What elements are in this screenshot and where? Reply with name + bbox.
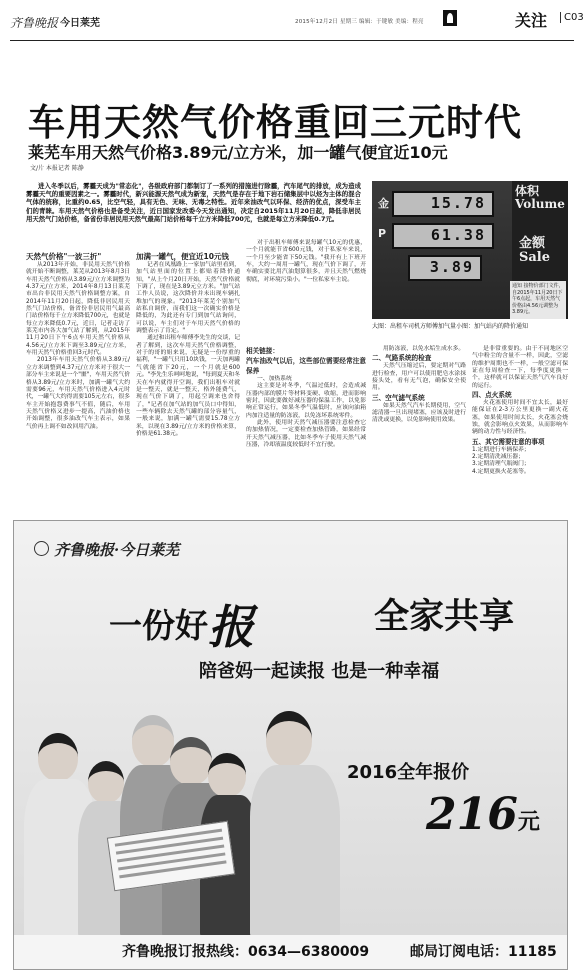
paragraph: 天然气压缩过后，要定期对气路进行检查，用户可以使用肥皂水涂抹接头处，看有无气泡，确保安全使用。 [372,363,466,392]
paragraph: 用防冻液，以免水垢生成水多。 [383,346,465,352]
paragraph: 如果天然气汽车长期使用，空气滤清器一旦出现堵塞，应该及时进行清洗或更换，以免影响使用效果。 [372,402,466,424]
paragraph: 是非常重要的。由于不同地区空气中粉尘的含量不一样，因此，空滤的维护周期也不一样，一般空滤可保证在每周检查一下，每季度更换一个，这样就可以保证天然气汽车良好的运行。 [472,346,568,389]
sign-volume: 体积 Volume [515,184,565,211]
paragraph: 二、气路系统的检查 [372,354,432,363]
photo-caption: 大图：出租车司机方师傅加气量小图：加气站内的降价通知 [372,323,529,330]
page-number: C03 [560,12,584,23]
paragraph: 一、加热系统 [257,376,292,382]
paragraph: 对于出租车师傅来说每罐气10元的优惠，一个月就能节省600元钱，对于私家车来说，一个月至少能省下50元钱。"我开有上下班开车，大约一周用一罐气，现在气价下调了，开车确实要比用汽油划算很多，并且天然气燃烧彻底，对环境污染小。"一位私家车主说。 [246,240,366,283]
list-item: 2.定期清洗减压器； [472,454,524,461]
article-column-2 [136,252,240,438]
pump-display-sale: P 61.38 [392,223,494,249]
gas-pump-photo [372,181,568,319]
related-link-column [246,346,366,449]
column-heading: 天然气价格"一波三折" [26,252,102,261]
subheadline: 莱芜车用天然气价格3.89元/立方米，加一罐气便宜近10元 [28,143,448,162]
paragraph: 通过和出租车师傅李先生的交谈，记者了解到，这次车用天然气价格调整，对于的哥的姐来说，无疑是一份厚重的福利，"一罐气只用10块钱，一天加两罐气就能省下20元，一个月就是600元。"李先生乐呵呵地说，"每到夏天和冬天在车内就得开空调，我们出租车对就是一整天，就是一整天，格外能费气，现在气价下调了，用起空调来也舍得了，"记者在加气站的加气员口中得知，一些车辆除去天然气罐的部分容量气，一般来说，加满一罐气需要15.78立方米，以现在3.89元/立方米的价格来算，价格是61.38元。 [136,335,240,437]
related-link-label: 相关链接： [246,347,279,355]
paragraph: 四、点火系统 [472,391,512,400]
price-title: 2016全年报价 [347,762,470,783]
related-link-title: 汽车油改气以后，这些部位需要经常注意保养 [246,357,366,375]
edition-name: 今日莱芜 [60,18,100,29]
paragraph: 此外，使用时天然气减压器要注意检查它的加热情况，一定要检查加热管路，如果经常开天然气减压器，比如冬季车子使用天然气减压器，冷却液温度较低时不宜行驶。 [246,420,366,449]
pump-display-volume: 金 15.78 [392,191,494,217]
masthead-rule [10,40,574,41]
paragraph: 2013年车用天然气价格从3.89元/立方米调整到4.37元/立方米对于很大一部分车主来说是一个"噩"，车用天然气价格从3.89元/立方米时，加满一罐气大约需要96元，车用天然气价格进入4元时代，一罐气大约得需要105元左右，很多车主开始抱怨费事气不值，随后，车用天然气价格又进步一提高，汽油价格也开始调整，很多油改气车主表示，如果气价再上调不如改回用汽油。 [26,357,130,430]
headline: 车用天然气价格重回三元时代 [28,101,522,144]
post-office-phone: 邮局订阅电话：11185 [410,944,557,960]
list-item: 1.定期进行车辆保养； [472,446,530,453]
lead-paragraph: 进入冬季以后，雾霾天成为"常态化"，各级政府部门都制订了一系列的措施进行除霾，汽车尾气的排放，成为造成雾霾天气的重要因素之一。雾霾时代，新兴能源天然气成为新宠，天然气是存在于地下岩石储集层中以烃为主体的混合气体的统称，比重约0.65，比空气轻，具有无色、无味、无毒之特性。近年来油改气以环保、经济的优点，深受车主们的青睐。车用天然气价格也是备受关注，近日国家发改委今天发出通知，决定自2015年11月20日起，降低非居民用天然气门站价格，备省份非居民用天然气最高门站价格每千立方米降低700元，也就是每立方米降低0.7元。 [26,182,361,223]
ad-contact-bar [14,935,567,969]
edition-info: 2015年12月2日 星期三 编辑：于键敏 美编：程亮 [295,19,424,25]
subscription-ad [13,520,568,970]
paragraph: 三、空气滤气系统 [372,393,425,402]
section-name: 关注 [515,11,548,30]
subscription-hotline: 齐鲁晚报订报热线：0634—6380009 [122,944,370,960]
pump-display-price: 3.89 [408,255,482,281]
byline: 文/片 本报记者 陈静 [30,165,84,172]
article-column-1 [26,252,130,431]
ad-logo: 齐鲁晚报·今日莱芜 [54,541,180,559]
column-heading: 加满一罐气，便宜近10元钱 [136,252,229,261]
annual-price: 216元 [426,789,540,840]
masthead [10,8,584,36]
related-link-column-2 [372,346,466,425]
paragraph: 这主要是对冬季，气温过低时，会造成减压器内部的膜片等材料变硬、收缩，进而影响密封，因此要做好减压器的保温工作，以免影响正常运行，如果冬季气温低时，应该向油箱内加注适量的防冻液，以免冻坏系统零件。 [246,383,366,419]
ad-slogan-main: 一份好报 [109,600,254,654]
paragraph: 从2013年开始，非民用天然气价格就开始不断调整，莱芜从2013年8月3日车用天然气价格从3.89元/立方米调整为4.37元/立方米，2014年8月13日莱芜市出台非民用天然气价格调整方案，自2014年11月20日起，降低非居民用天然气门站价格，备省份非居民用气最高门站价格每千立方米降低700元，也就是每立方米降低0.7元，近日，记者走访了莱芜市内各大加气站了解到，从2015年11月20日下午6点车用天然气价格从4.56元/立方米下调至3.89元/立方米，车用天然气价格重回3元时代。 [26,262,130,357]
list-item: 3.定期清理气瓶阀门； [472,461,530,468]
family-illustration [20,711,380,941]
pump-panel [372,181,512,319]
paragraph: 火花塞使用时间不宜太长，最好能保证在2-3万公里更换一副火花塞，如果使用时间太长，火花塞会烧蚀，就会影响点火效果，从而影响车辆的动力性与经济性。 [472,400,568,436]
related-link-column-3 [472,346,568,476]
article-column-3 [246,240,366,284]
ad-slogan-secondary: 全家共享 [374,597,515,637]
list-heading: 五、其它需要注意的事项 [472,437,545,446]
sign-amount: 金额 Sale [519,236,551,265]
section-tab-icon [443,10,457,26]
list-item: 4.定期更换火花塞等。 [472,468,530,475]
price-notice: 通知 接物价部门文件，自2015年11月20日下午6点起，车用天然气价格由4.56元调整为3.89元。 [510,281,566,319]
paragraph: 记者在凤凰路上一家加气站里看到，加气站里面的位置上都贴着降价通知，"从上个月20日开始，天然气价格就下调了，现在是3.89元立方米。"加气站工作人员说，这次降价并未出现车辆扎堆加气的现象。"2013年莱芜个别加气站私自调价，而我们这一次确实价格是降低的，为此还有专门到加气站询问，可以说，车主们对于车用天然气价格的调整表示了肯定。" [136,262,240,335]
ad-tagline: 陪爸妈一起读报 也是一种幸福 [199,661,440,682]
brand-logo: 齐鲁晚报 [10,16,59,30]
